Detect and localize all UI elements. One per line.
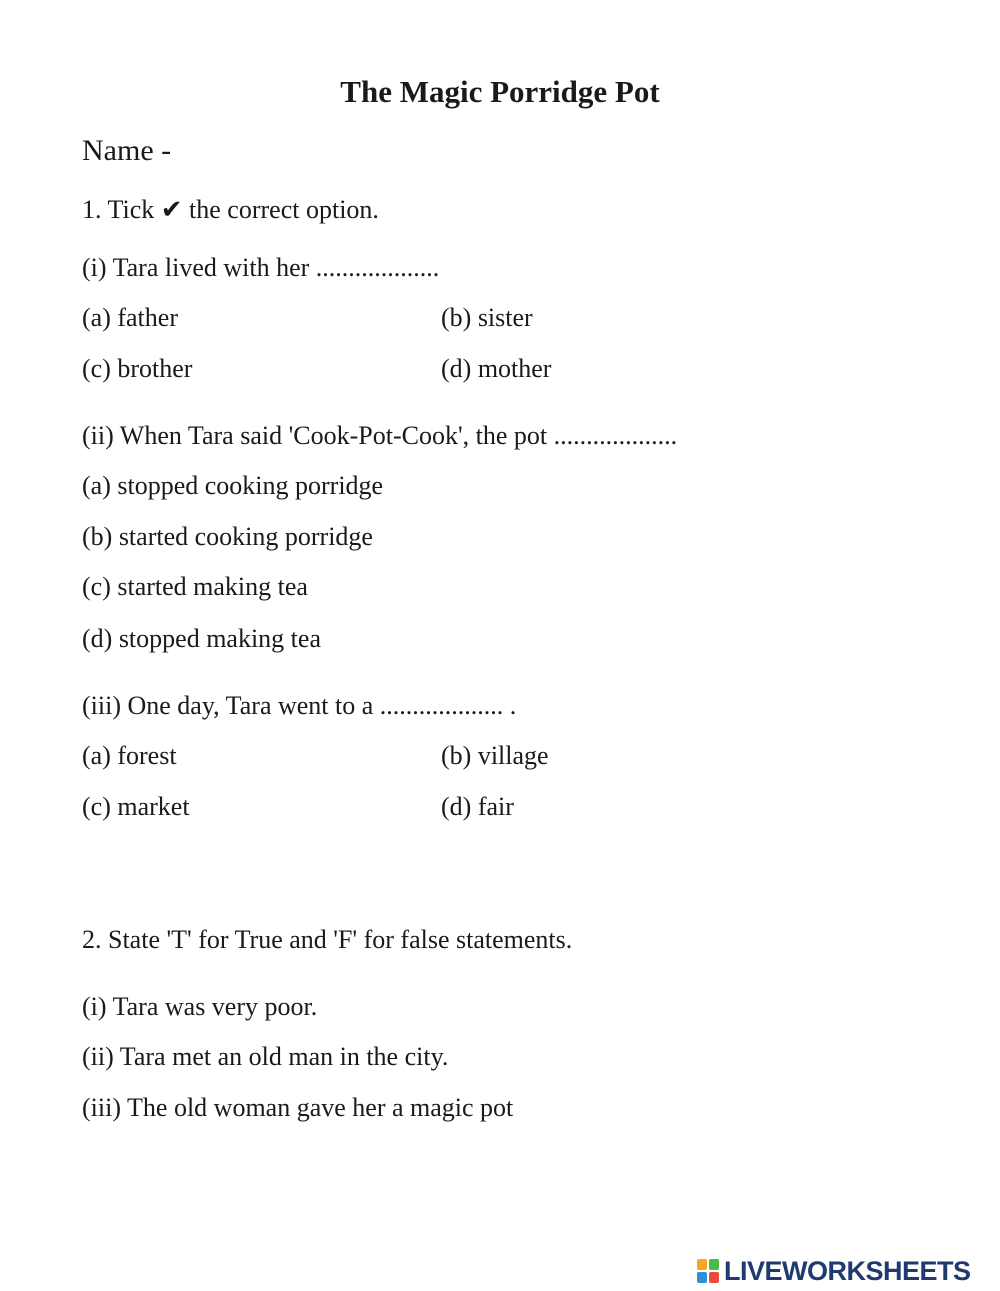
q2-statement-2: (ii) Tara met an old man in the city. bbox=[82, 1042, 449, 1071]
q1-i-option-b[interactable]: (b) sister bbox=[441, 303, 533, 332]
q1-ii-option-d[interactable]: (d) stopped making tea bbox=[82, 624, 321, 653]
q1-iii-option-d[interactable]: (d) fair bbox=[441, 792, 514, 821]
q2-statement-3: (iii) The old woman gave her a magic pot bbox=[82, 1093, 514, 1122]
q1-i-option-c[interactable]: (c) brother bbox=[82, 354, 193, 383]
liveworksheets-logo-icon bbox=[697, 1259, 719, 1283]
logo-square-4 bbox=[709, 1272, 719, 1283]
logo-square-3 bbox=[697, 1272, 707, 1283]
q2-heading: 2. State 'T' for True and 'F' for false statements. bbox=[82, 925, 573, 954]
q1-i-option-a[interactable]: (a) father bbox=[82, 303, 178, 332]
name-label: Name - bbox=[82, 134, 172, 167]
q1-i-question: (i) Tara lived with her ................... bbox=[82, 253, 440, 282]
q1-heading: 1. Tick ✔ the correct option. bbox=[82, 195, 379, 224]
q1-iii-option-b[interactable]: (b) village bbox=[441, 741, 549, 770]
q1-iii-option-a[interactable]: (a) forest bbox=[82, 741, 177, 770]
q1-i-option-d[interactable]: (d) mother bbox=[441, 354, 552, 383]
q1-iii-option-c[interactable]: (c) market bbox=[82, 792, 190, 821]
q1-ii-option-a[interactable]: (a) stopped cooking porridge bbox=[82, 471, 384, 500]
worksheet-title: The Magic Porridge Pot bbox=[340, 74, 660, 109]
q2-statement-1: (i) Tara was very poor. bbox=[82, 992, 318, 1021]
liveworksheets-logo[interactable] bbox=[697, 1256, 971, 1286]
logo-square-1 bbox=[697, 1259, 707, 1270]
logo-square-2 bbox=[709, 1259, 719, 1270]
q1-ii-option-b[interactable]: (b) started cooking porridge bbox=[82, 522, 373, 551]
q1-ii-option-c[interactable]: (c) started making tea bbox=[82, 572, 308, 601]
q1-iii-question: (iii) One day, Tara went to a ................... . bbox=[82, 691, 517, 720]
q1-ii-question: (ii) When Tara said 'Cook-Pot-Cook', the pot ................... bbox=[82, 421, 678, 450]
liveworksheets-logo-text: LIVEWORKSHEETS bbox=[724, 1255, 971, 1286]
